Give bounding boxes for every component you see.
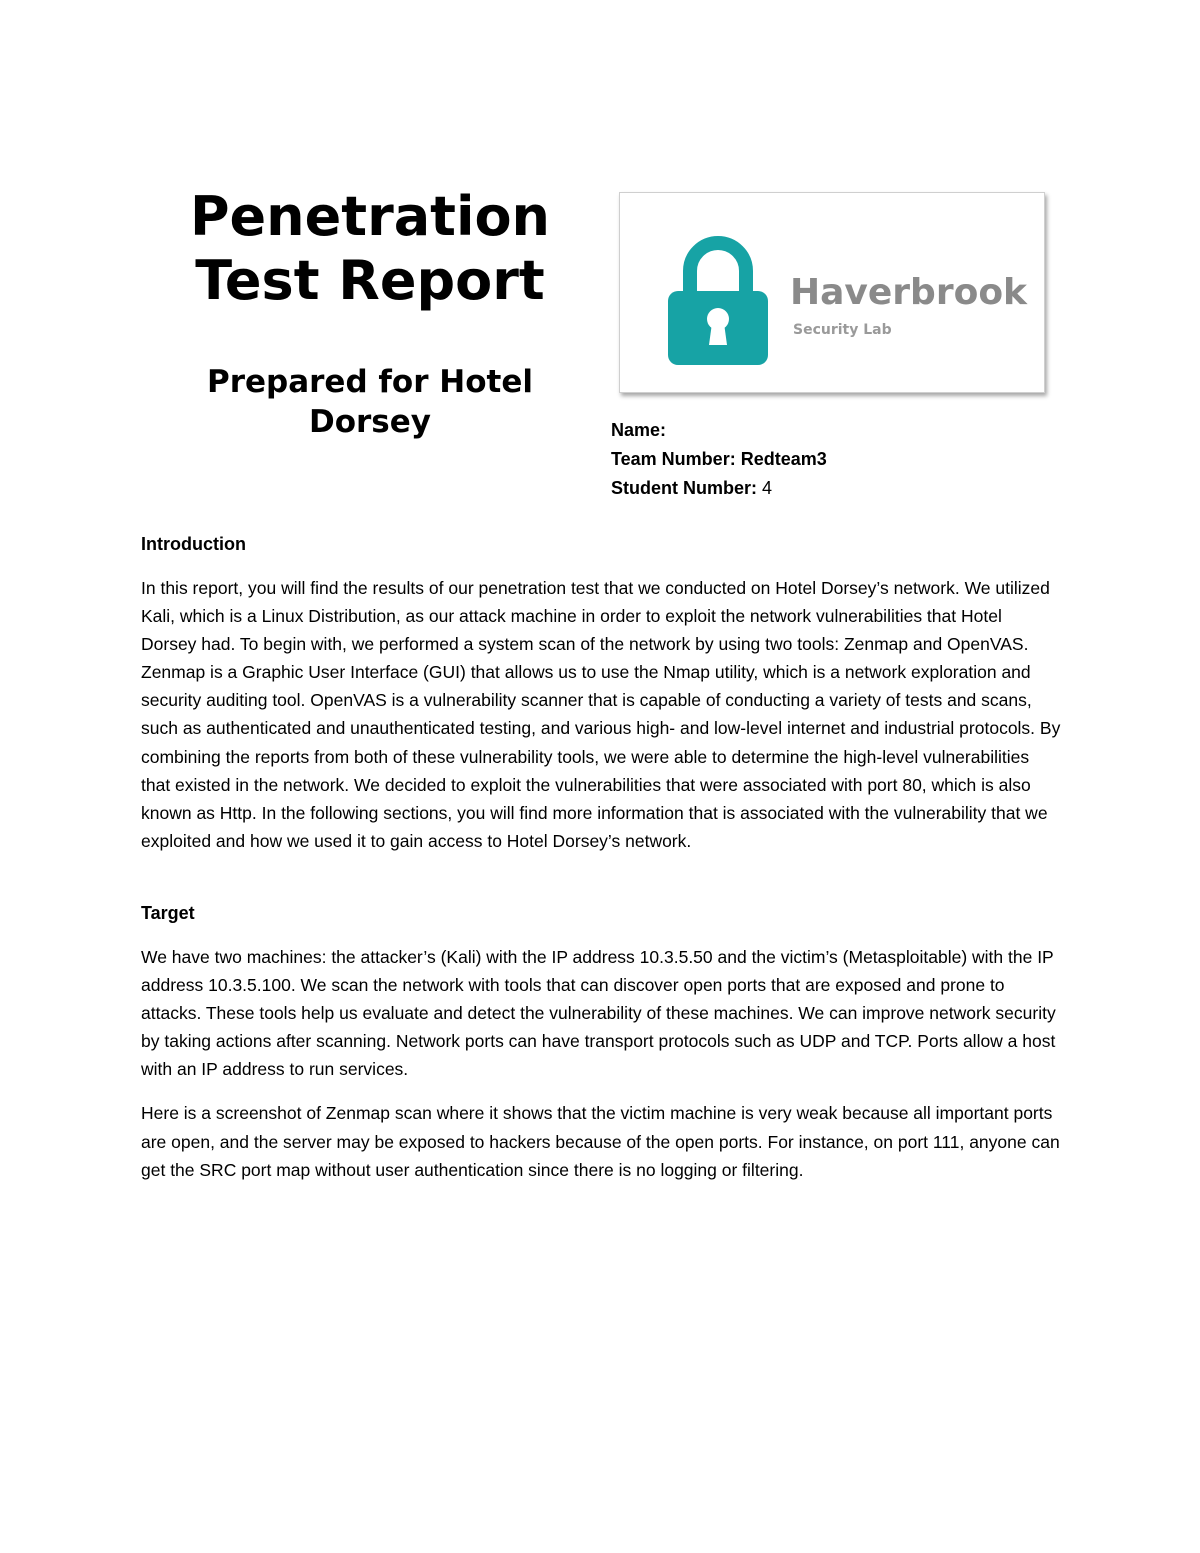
report-subtitle-line-1: Prepared for Hotel (206, 364, 533, 400)
report-title (160, 185, 580, 313)
introduction-paragraph: In this report, you will find the results of our penetration test that we conducted on Hotel Dorsey’s network. We utilized Kali, which is a Linux Distribution, as our attack machine in order to exploit the network vulnerabilities that Hotel Dorsey had. To begin with, we performed a system scan of the network by using two tools: Zenmap and OpenVAS. Zenmap is a Graphic User Interface (GUI) that allows us to use the Nmap utility, which is a network exploration and security auditing tool. OpenVAS is a vulnerability scanner that is capable of conducting a variety of tests and scans, such as authenticated and unauthenticated testing, and various high- and low-level internet and industrial protocols. By combining the reports from both of these vulnerability tools, we were able to determine the high-level vulnerabilities that existed in the network. We decided to exploit the vulnerabilities that were associated with port 80, which is also known as Http. In the following sections, you will find more information that is associated with the vulnerability that we exploited and how we used it to gain access to Hotel Dorsey’s network. (141, 578, 1061, 851)
team-number-row (611, 445, 827, 474)
report-title-line-2: Test Report (195, 249, 545, 312)
target-heading: Target (141, 902, 195, 923)
target-paragraph-2: Here is a screenshot of Zenmap scan where it shows that the victim machine is very weak because all important ports are open, and the server may be exposed to hackers because of the open ports. For instance, on port 111, anyone can get the SRC port map without user authentication since there is no logging or filtering. (141, 1103, 1060, 1180)
logo-brand-tagline: Security Lab (793, 322, 892, 338)
student-number-row (611, 474, 827, 503)
report-title-line-1: Penetration (189, 185, 551, 248)
logo-brand-name: Haverbrook (790, 272, 1027, 313)
report-body (141, 530, 1061, 1184)
target-paragraph-1: We have two machines: the attacker’s (Kali) with the IP address 10.3.5.50 and the victim’s (Metasploitable) with the IP address 10.3.5.100. We scan the network with tools that can discover open ports that are exposed and prone to attacks. These tools help us evaluate and detect the vulnerability of these machines. We can improve network security by taking actions after scanning. Network ports can have transport protocols such as UDP and TCP. Ports allow a host with an IP address to run services. (141, 946, 1056, 1080)
name-row (611, 416, 827, 445)
team-number-value: Redteam3 (740, 449, 827, 469)
name-label: Name: (611, 420, 667, 440)
student-number-value: 4 (762, 478, 773, 498)
student-number-label: Student Number: (611, 478, 757, 498)
team-number-label: Team Number: (611, 449, 736, 469)
introduction-heading: Introduction (141, 534, 246, 554)
report-subtitle-line-2: Dorsey (308, 404, 431, 440)
report-subtitle (160, 362, 580, 442)
author-info (611, 416, 827, 503)
company-logo (619, 192, 1045, 393)
padlock-icon (668, 233, 768, 365)
